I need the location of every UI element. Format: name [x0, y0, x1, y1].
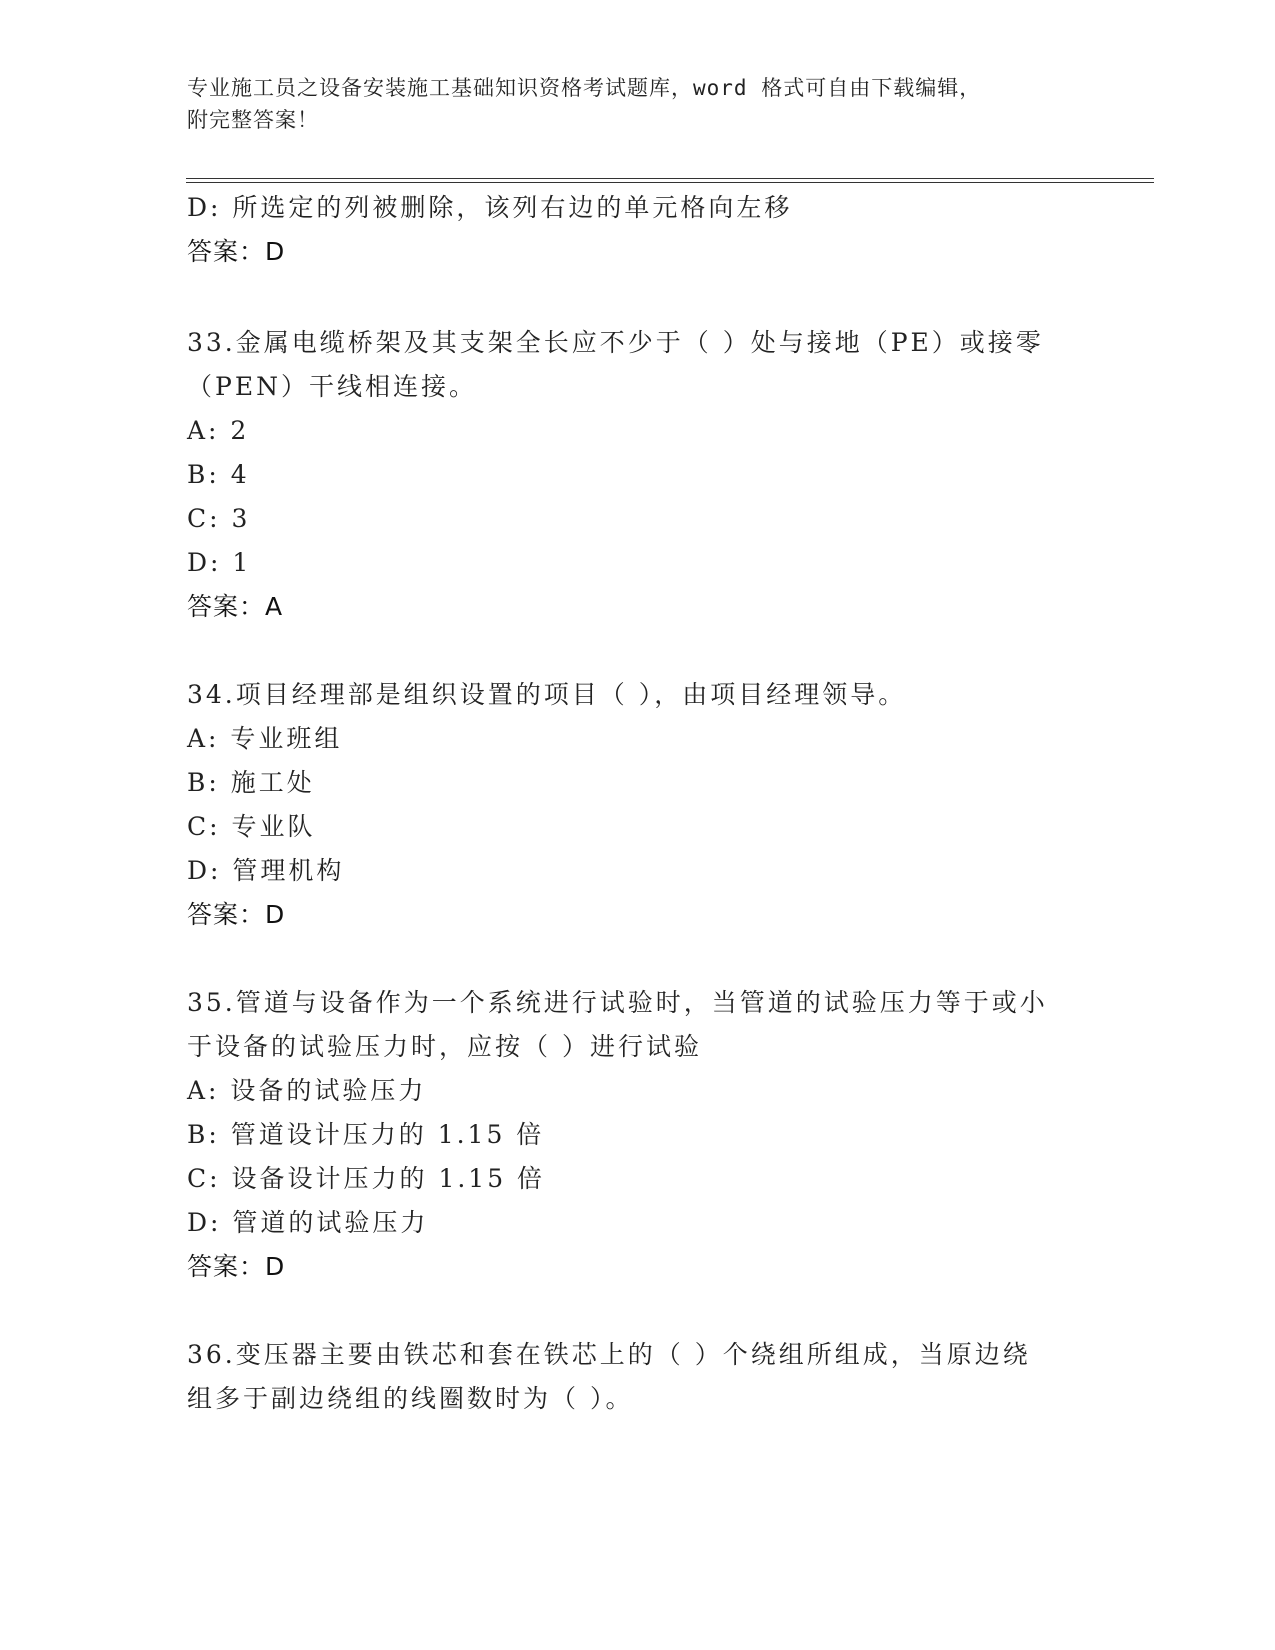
header-divider-bottom [186, 182, 1154, 183]
q33-stem-line-2: （PEN）干线相连接。 [187, 372, 477, 401]
q34-option-c: C: 专业队 [187, 812, 316, 841]
q36-stem-line-2: 组多于副边绕组的线圈数时为（ ）。 [187, 1384, 634, 1413]
document-header [187, 72, 1067, 136]
q35-stem-line-2: 于设备的试验压力时，应按（ ）进行试验 [187, 1032, 702, 1061]
header-line-2: 附完整答案！ [187, 108, 319, 132]
q33-answer: 答案：A [187, 592, 284, 621]
q36-stem-line-1: 36.变压器主要由铁芯和套在铁芯上的（ ）个绕组所组成，当原边绕 [187, 1340, 1031, 1369]
q35-option-c: C: 设备设计压力的 1.15 倍 [187, 1164, 546, 1193]
q34-option-b: B: 施工处 [187, 768, 315, 797]
q33-option-d: D: 1 [187, 548, 252, 577]
header-line-1: 专业施工员之设备安装施工基础知识资格考试题库，word 格式可自由下载编辑， [187, 76, 982, 100]
q33-option-b: B: 4 [187, 460, 250, 489]
q35-option-a: A: 设备的试验压力 [187, 1076, 427, 1105]
q35-option-b: B: 管道设计压力的 1.15 倍 [187, 1120, 545, 1149]
q34-answer: 答案：D [187, 900, 286, 929]
q34-stem-line-1: 34.项目经理部是组织设置的项目（ ），由项目经理领导。 [187, 680, 907, 709]
q33-stem-line-1: 33.金属电缆桥架及其支架全长应不少于（ ）处与接地（PE）或接零 [187, 328, 1044, 357]
q35-stem-line-1: 35.管道与设备作为一个系统进行试验时，当管道的试验压力等于或小 [187, 988, 1048, 1017]
prev-answer: 答案：D [187, 237, 286, 266]
header-divider-top [186, 178, 1154, 179]
q34-option-d: D: 管理机构 [187, 856, 345, 885]
q34-option-a: A: 专业班组 [187, 724, 343, 753]
prev-option-d: D: 所选定的列被删除，该列右边的单元格向左移 [187, 193, 793, 222]
q33-option-c: C: 3 [187, 504, 251, 533]
q33-option-a: A: 2 [187, 416, 250, 445]
q35-answer: 答案：D [187, 1252, 286, 1281]
q35-option-d: D: 管道的试验压力 [187, 1208, 429, 1237]
